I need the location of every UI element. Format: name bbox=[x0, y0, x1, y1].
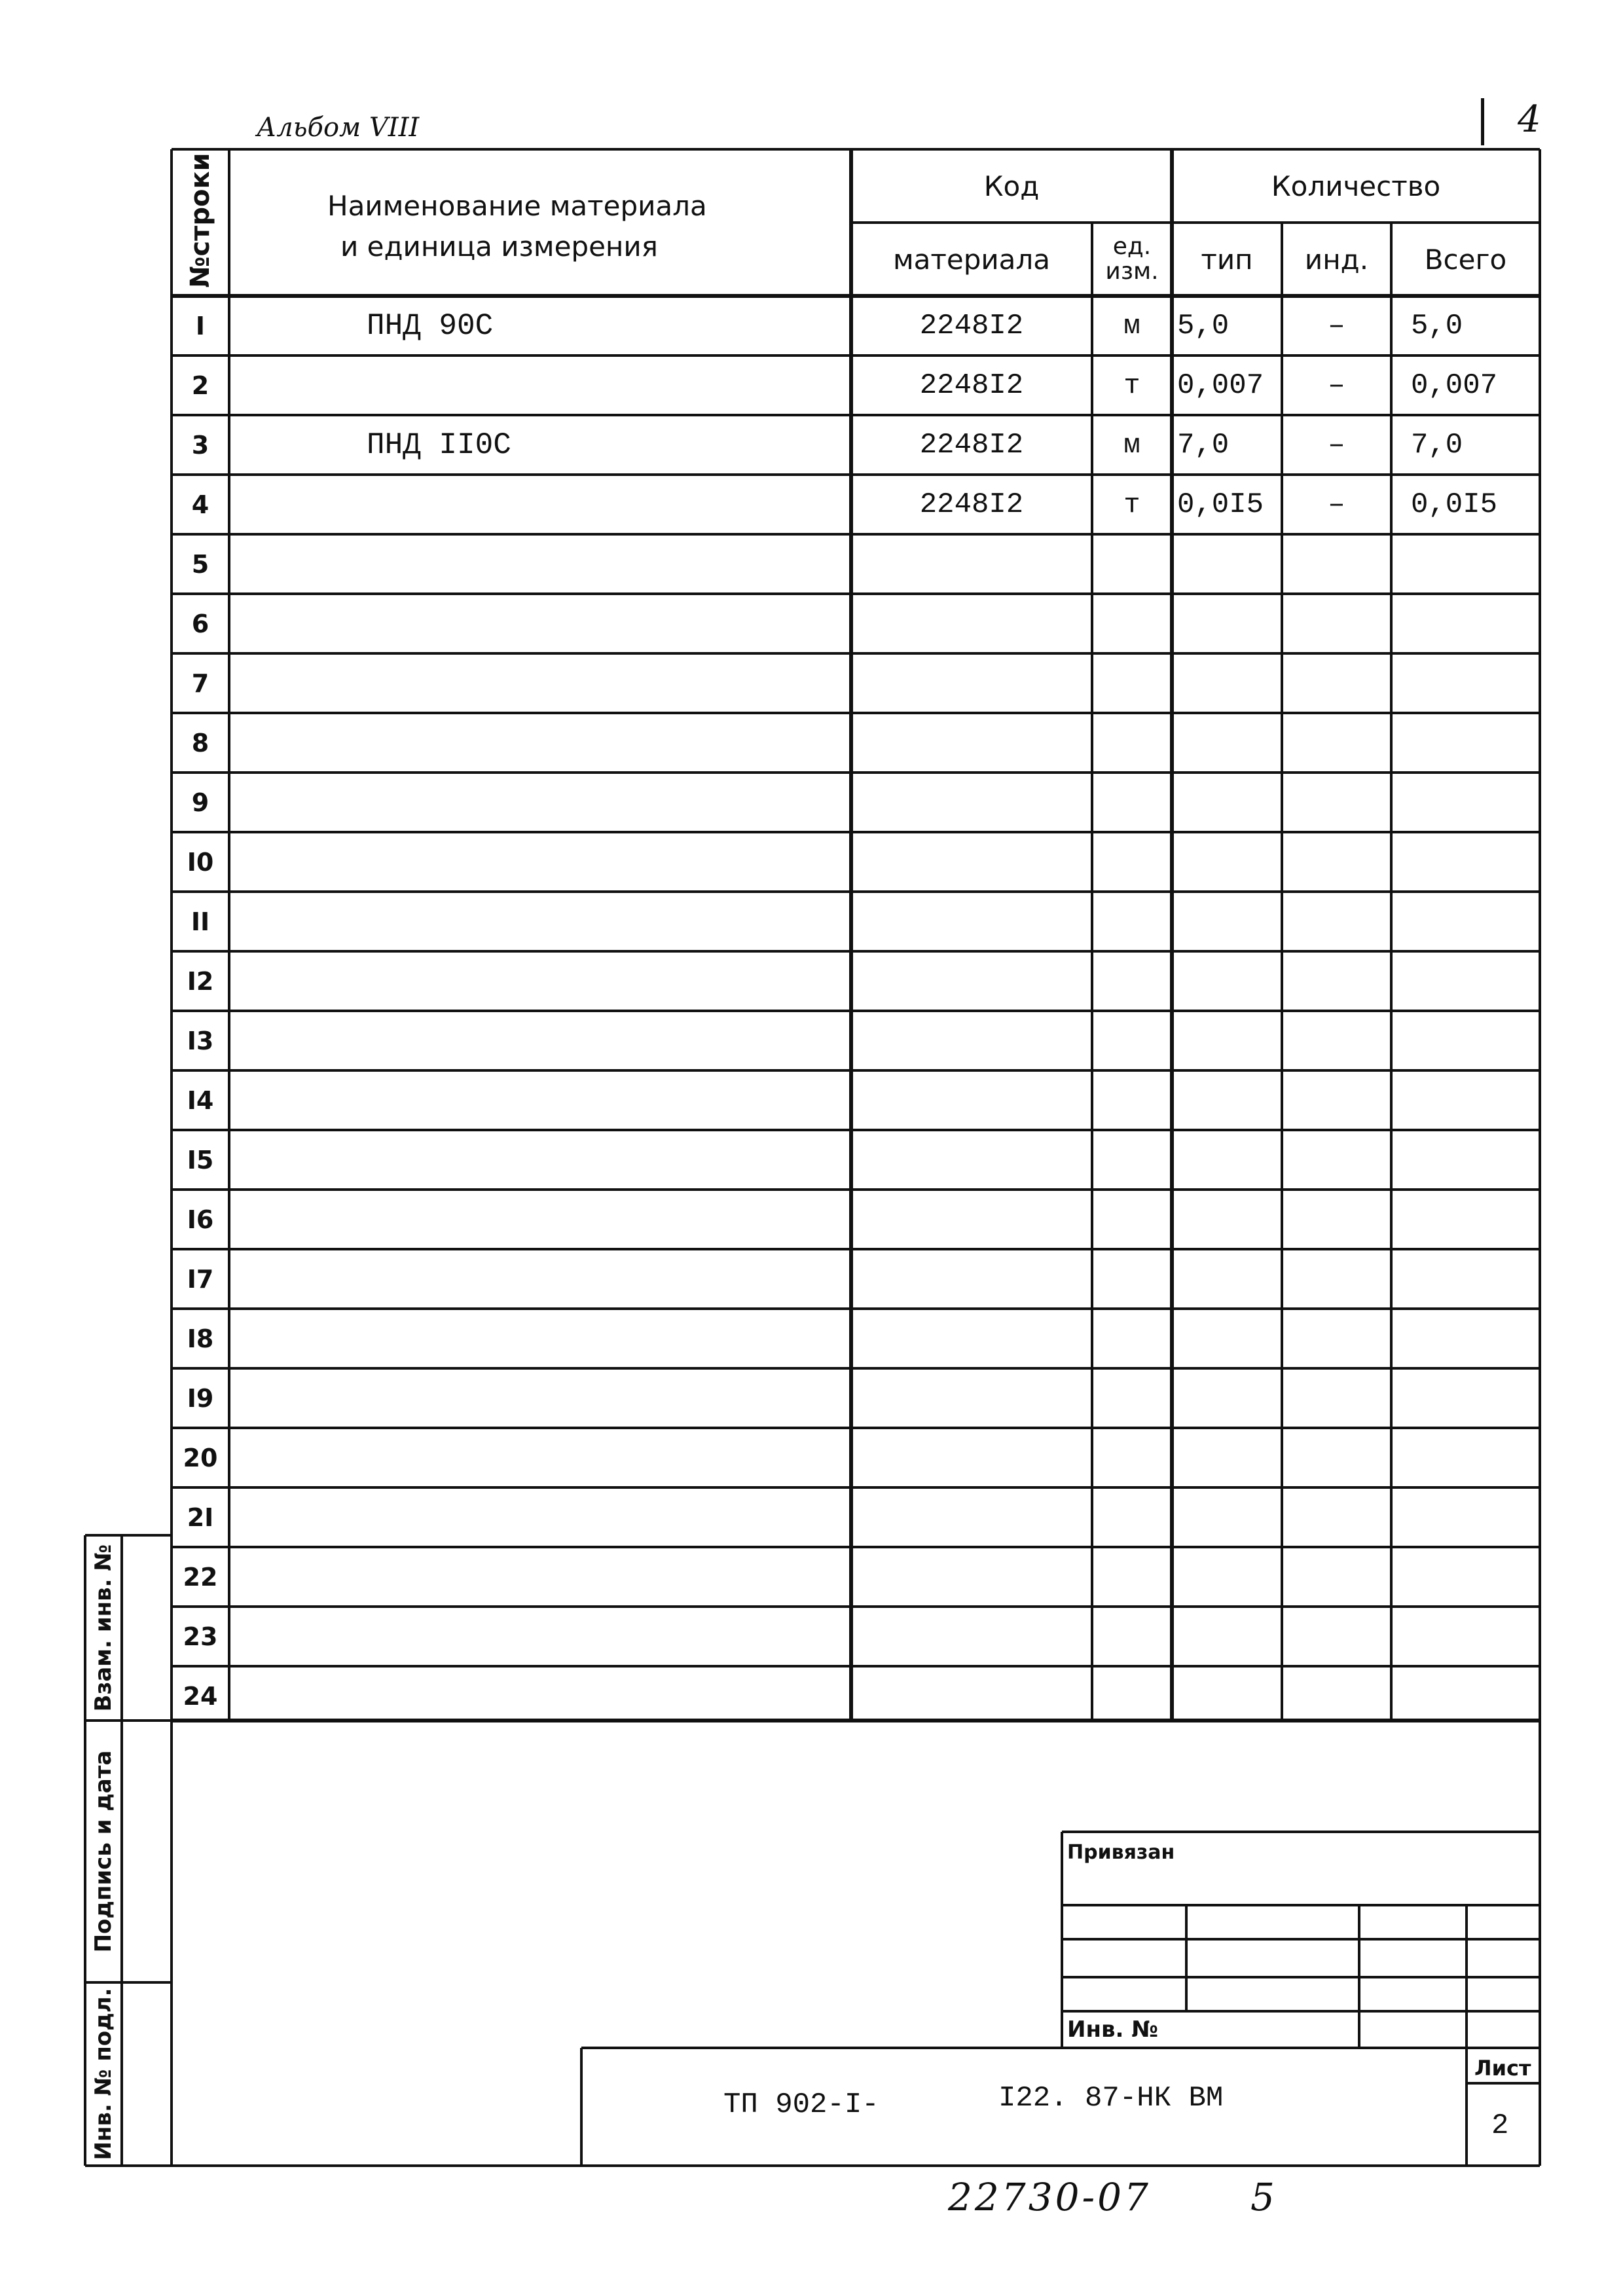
header-code-group: Код bbox=[983, 170, 1040, 202]
side-label-inv-podl: Инв. № подл. bbox=[90, 1988, 117, 2160]
row-number: 24 bbox=[183, 1681, 218, 1711]
header-row-no: №строки bbox=[185, 153, 215, 288]
side-label-vzam: Взам. инв. № bbox=[90, 1544, 117, 1712]
header-name-line1: Наименование материала bbox=[327, 190, 707, 222]
footer-number: 22730-07 bbox=[948, 2175, 1151, 2219]
row-number: I4 bbox=[187, 1085, 214, 1115]
row-number: I bbox=[195, 311, 206, 340]
row-number: I8 bbox=[187, 1324, 214, 1353]
cell-type: 7,0 bbox=[1177, 428, 1230, 462]
stamp-doc-code-2: I22. 87-НК ВМ bbox=[998, 2082, 1224, 2115]
cell-name: ПНД II0С bbox=[367, 428, 511, 462]
cell-ind: – bbox=[1328, 488, 1345, 521]
cell-total: 5,0 bbox=[1411, 309, 1463, 342]
footer-page: 5 bbox=[1250, 2175, 1275, 2219]
cell-name bbox=[229, 475, 851, 534]
row-number: I2 bbox=[187, 966, 214, 996]
row-number: 5 bbox=[191, 549, 210, 579]
cell-code: 2248I2 bbox=[919, 309, 1024, 342]
row-number: 2 bbox=[191, 371, 210, 400]
cell-code: 2248I2 bbox=[919, 369, 1024, 402]
cell-total: 7,0 bbox=[1411, 428, 1463, 462]
side-label-podpis: Подпись и дата bbox=[90, 1750, 117, 1953]
row-number: 3 bbox=[191, 430, 210, 460]
header-qty-ind: инд. bbox=[1304, 243, 1369, 276]
row-number: 23 bbox=[183, 1622, 218, 1651]
cell-name bbox=[229, 355, 851, 415]
header-code-material: материала bbox=[892, 243, 1050, 276]
header-qty-type: тип bbox=[1201, 243, 1253, 276]
cell-total: 0,007 bbox=[1411, 369, 1498, 402]
cell-name: ПНД 90С bbox=[367, 308, 494, 343]
cell-unit: м bbox=[1123, 429, 1140, 461]
cell-unit: т bbox=[1123, 369, 1140, 401]
stamp-list-no: 2 bbox=[1491, 2109, 1509, 2142]
cell-ind: – bbox=[1328, 369, 1345, 402]
row-number: 9 bbox=[191, 788, 210, 817]
album-label: Альбом VIII bbox=[257, 113, 420, 143]
stamp-inv-no: Инв. № bbox=[1067, 2016, 1159, 2043]
row-number: I0 bbox=[187, 847, 214, 877]
cell-type: 0,007 bbox=[1177, 369, 1264, 402]
row-number: 22 bbox=[183, 1562, 218, 1592]
header-code-unit: ед. изм. bbox=[1105, 233, 1159, 285]
row-number: 6 bbox=[191, 609, 210, 638]
row-number: 2I bbox=[187, 1503, 214, 1532]
cell-type: 5,0 bbox=[1177, 309, 1230, 342]
header-qty-group: Количество bbox=[1271, 170, 1441, 202]
row-number: 8 bbox=[191, 728, 210, 757]
page-mark: 4 bbox=[1518, 98, 1541, 141]
cell-type: 0,0I5 bbox=[1177, 488, 1264, 521]
cell-ind: – bbox=[1328, 309, 1345, 342]
row-number: 20 bbox=[183, 1443, 218, 1472]
stamp-doc-code: ТП 902-I- bbox=[723, 2088, 879, 2121]
stamp-list-label: Лист bbox=[1474, 2056, 1531, 2081]
row-number: I6 bbox=[187, 1205, 214, 1234]
row-number: 7 bbox=[191, 668, 210, 698]
stamp-privyazan: Привязан bbox=[1067, 1841, 1175, 1864]
row-number: I7 bbox=[187, 1264, 214, 1294]
row-number: II bbox=[191, 907, 210, 936]
cell-unit: т bbox=[1123, 488, 1140, 520]
row-number: I5 bbox=[187, 1145, 214, 1175]
row-number: I9 bbox=[187, 1383, 214, 1413]
row-number: 4 bbox=[191, 490, 210, 519]
cell-total: 0,0I5 bbox=[1411, 488, 1498, 521]
header-qty-total: Всего bbox=[1424, 243, 1507, 276]
cell-unit: м bbox=[1123, 310, 1140, 342]
cell-ind: – bbox=[1328, 428, 1345, 462]
cell-code: 2248I2 bbox=[919, 488, 1024, 521]
header-name-line2: и единица измерения bbox=[340, 230, 658, 263]
row-number: I3 bbox=[187, 1026, 214, 1055]
cell-code: 2248I2 bbox=[919, 428, 1024, 462]
